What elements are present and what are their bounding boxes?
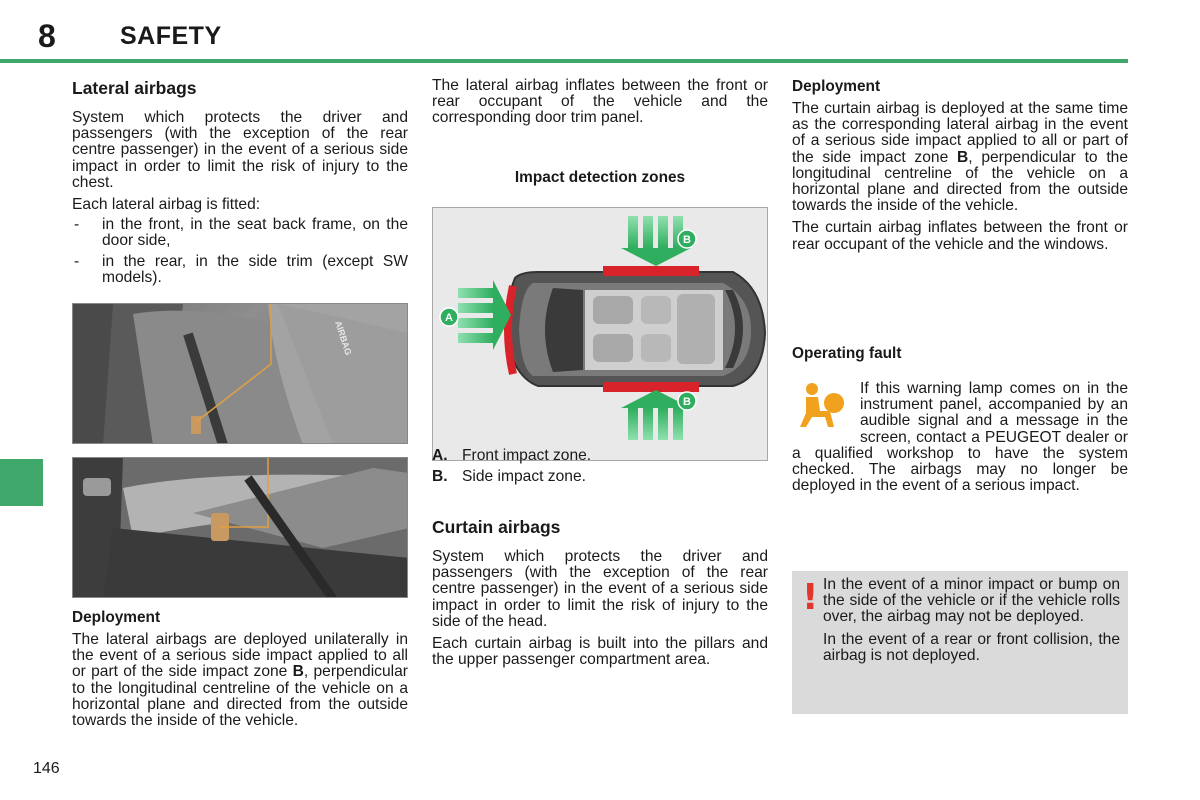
header-rule <box>0 59 1128 63</box>
impact-zones-legend <box>432 445 768 487</box>
impact-zones-heading: Impact detection zones <box>514 169 686 186</box>
chapter-side-tab <box>0 459 43 506</box>
warning-text <box>823 577 1120 670</box>
operating-fault-section <box>792 345 1128 494</box>
curtain-airbags-heading: Curtain airbags <box>432 517 561 537</box>
lateral-deployment-text: The lateral airbags are deployed unilaterally in the event of a serious side impact applied to all or part of the side impact zone B, perpendicular to the longitudinal centreline of the vehicle on a horizontal plane and directed from the outside towards the inside of the vehicle. <box>72 631 408 730</box>
legend-key: B. <box>432 468 448 485</box>
list-item: - in the front, in the seat back frame, on the door side, <box>72 217 408 249</box>
exclamation-icon: ! <box>802 577 819 618</box>
lateral-deployment-heading: Deployment <box>72 609 161 626</box>
rear-trim-airbag-photo <box>72 457 408 598</box>
curtain-intro: System which protects the driver and passengers (with the exception of the rear centre passenger) in the event of a serious side impact in order to limit the risk of injury to the side of the head. <box>432 548 768 630</box>
lateral-deployment-section <box>72 609 408 735</box>
legend-text: Front impact zone. <box>462 447 592 464</box>
lateral-fitted-list <box>72 217 408 286</box>
zone-a-marker-label: A <box>445 312 453 324</box>
curtain-deployment-text: The curtain airbag is deployed at the same time as the corresponding lateral airbag in the event of a serious side impact applied to all or part of the side impact zone B, perpendicular to the longitudinal centreline of the vehicle on a horizontal plane and directed from the outside towards the inside of the vehicle. <box>792 100 1128 215</box>
warning-paragraph: In the event of a rear or front collision, the airbag is not deployed. <box>823 630 1120 664</box>
lateral-airbags-heading: Lateral airbags <box>72 78 197 98</box>
curtain-inflates-text: The curtain airbag inflates between the front or rear occupant of the vehicle and the windows. <box>792 219 1128 253</box>
page-number: 146 <box>33 760 60 777</box>
curtain-deployment-section <box>792 78 1128 259</box>
legend-key: A. <box>432 447 448 464</box>
lateral-intro: System which protects the driver and passengers (with the exception of the rear centre passenger) in the event of a serious side impact in order to limit the risk of injury to the chest. <box>72 109 408 191</box>
warning-note <box>792 571 1128 714</box>
front-seat-airbag-photo <box>72 303 408 444</box>
airbag-warning-lamp-icon <box>792 381 852 433</box>
lateral-inflation-text: The lateral airbag inflates between the front or rear occupant of the vehicle and the corresponding door trim panel. <box>432 77 768 127</box>
operating-fault-text: If this warning lamp comes on in the instrument panel, accompanied by an audible signal and a message in the screen, contact a PEUGEOT dealer or a qualified workshop to have the system checked. The airbags may no longer be deployed in the event of a serious impact. <box>792 380 1128 495</box>
curtain-deployment-heading: Deployment <box>792 78 881 95</box>
operating-fault-heading: Operating fault <box>792 345 902 362</box>
zone-b-marker-bottom-label: B <box>683 396 691 408</box>
zone-b-marker-top-label: B <box>683 234 691 246</box>
curtain-airbags-section <box>432 517 768 674</box>
list-item: - in the rear, in the side trim (except SW models). <box>72 254 408 286</box>
lateral-inflation-section <box>432 78 768 133</box>
lateral-airbags-section <box>72 78 408 290</box>
chapter-title: SAFETY <box>120 22 222 50</box>
legend-item <box>432 466 768 487</box>
lateral-fitted: Each lateral airbag is fitted: <box>72 196 261 214</box>
impact-zones-diagram <box>432 207 768 461</box>
curtain-built-into: Each curtain airbag is built into the pillars and the upper passenger compartment area. <box>432 635 768 669</box>
legend-text: Side impact zone. <box>462 468 586 485</box>
warning-paragraph: In the event of a minor impact or bump on the side of the vehicle or if the vehicle rolls over, the airbag may not be deployed. <box>823 576 1120 626</box>
zone-a-arrow <box>458 280 511 350</box>
chapter-number: 8 <box>38 18 56 54</box>
airbag-label-stitch: AIRBAG <box>333 319 354 357</box>
legend-item <box>432 445 768 466</box>
